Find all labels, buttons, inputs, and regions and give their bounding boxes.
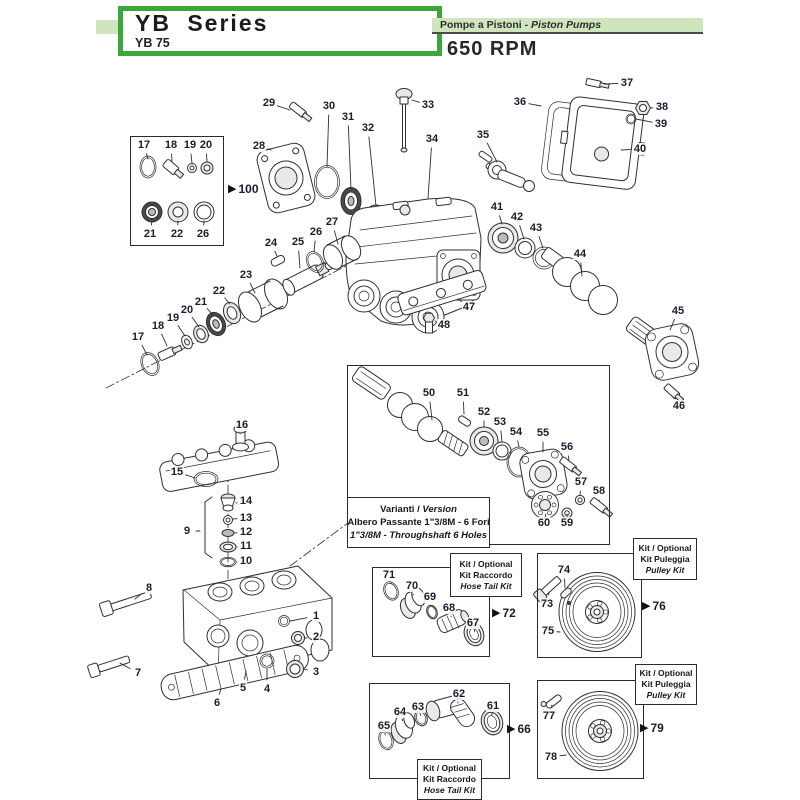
- part-label-60: 60: [537, 517, 551, 529]
- part-label-25: 25: [291, 236, 305, 248]
- part-label-15: 15: [170, 466, 184, 478]
- kit-label-line: Hose Tail Kit: [460, 580, 512, 591]
- arrow-label-100: [228, 182, 259, 196]
- part-label-44: 44: [573, 248, 587, 260]
- part-label-77: 77: [542, 710, 556, 722]
- arrow-label-79: [640, 721, 664, 735]
- arrow-label-66: [507, 722, 531, 736]
- kit-label-line: Hose Tail Kit: [423, 785, 476, 795]
- kit-label-line: Kit / Optional: [423, 763, 476, 773]
- part-label-3: 3: [312, 666, 320, 678]
- part-label-47: 47: [462, 301, 476, 313]
- part-label-58: 58: [592, 485, 606, 497]
- part-label-4: 4: [263, 683, 271, 695]
- part-label-21: 21: [143, 228, 157, 240]
- part-label-31: 31: [341, 111, 355, 123]
- arrow-label-number: 72: [502, 606, 516, 620]
- part-label-34: 34: [425, 133, 439, 145]
- part-label-41: 41: [490, 201, 504, 213]
- kit-label-line: Kit Puleggia: [640, 553, 690, 564]
- part-label-23: 23: [239, 269, 253, 281]
- part-label-22: 22: [170, 228, 184, 240]
- variant-note-line1: Varianti / Version: [380, 504, 457, 515]
- part-label-9: 9: [183, 525, 191, 537]
- part-label-10: 10: [239, 555, 253, 567]
- kit-label-line: Kit / Optional: [639, 668, 693, 678]
- part-label-59: 59: [560, 517, 574, 529]
- arrow-right-icon: ▶: [507, 722, 516, 735]
- pulley-kit-2-label: [635, 664, 697, 705]
- part-label-40: 40: [633, 143, 647, 155]
- part-label-67: 67: [466, 617, 480, 629]
- part-label-17: 17: [131, 331, 145, 343]
- part-label-63: 63: [411, 701, 425, 713]
- kit-label-line: Kit Raccordo: [423, 774, 476, 784]
- arrow-label-72: [492, 606, 516, 620]
- part-label-73: 73: [540, 598, 554, 610]
- pulley-kit-1-label: [633, 538, 697, 580]
- part-label-22: 22: [212, 285, 226, 297]
- part-label-57: 57: [574, 476, 588, 488]
- part-label-16: 16: [235, 419, 249, 431]
- kit-label-line: Pulley Kit: [646, 690, 686, 700]
- hose-kit-1-label: [450, 553, 522, 597]
- part-label-37: 37: [620, 77, 634, 89]
- part-label-69: 69: [423, 591, 437, 603]
- part-label-13: 13: [239, 512, 253, 524]
- kit-label-line: Kit Puleggia: [641, 679, 691, 689]
- part-label-33: 33: [421, 99, 435, 111]
- part-label-21: 21: [194, 296, 208, 308]
- part-label-8: 8: [145, 582, 153, 594]
- part-label-12: 12: [239, 526, 253, 538]
- part-label-28: 28: [252, 140, 266, 152]
- hose-kit-2-label: [417, 759, 482, 800]
- part-label-56: 56: [560, 441, 574, 453]
- part-label-2: 2: [312, 631, 320, 643]
- part-label-78: 78: [544, 751, 558, 763]
- part-label-26: 26: [196, 228, 210, 240]
- part-label-1: 1: [312, 610, 320, 622]
- part-label-38: 38: [655, 101, 669, 113]
- part-label-39: 39: [654, 118, 668, 130]
- arrow-right-icon: ▶: [228, 182, 237, 195]
- part-label-6: 6: [213, 697, 221, 709]
- part-label-55: 55: [536, 427, 550, 439]
- part-label-50: 50: [422, 387, 436, 399]
- variant-note-line2: Albero Passante 1"3/8M - 6 Fori: [347, 517, 490, 528]
- part-label-11: 11: [240, 540, 252, 552]
- part-label-54: 54: [509, 426, 523, 438]
- part-label-7: 7: [134, 667, 142, 679]
- part-label-62: 62: [452, 688, 466, 700]
- part-label-32: 32: [361, 122, 375, 134]
- part-label-51: 51: [456, 387, 470, 399]
- connecting-rod-group: [478, 150, 534, 191]
- arrow-label-number: 66: [517, 722, 531, 736]
- arrow-label-number: 76: [652, 599, 666, 613]
- kit-label-line: Kit / Optional: [638, 542, 692, 553]
- part-label-70: 70: [405, 580, 419, 592]
- part-label-17: 17: [137, 139, 151, 151]
- arrow-label-number: 79: [650, 721, 664, 735]
- rear-cover-group: [540, 78, 650, 191]
- arrow-right-icon: ▶: [492, 606, 501, 619]
- part-label-64: 64: [393, 706, 407, 718]
- part-label-68: 68: [442, 602, 456, 614]
- part-label-30: 30: [322, 100, 336, 112]
- part-label-43: 43: [529, 222, 543, 234]
- part-label-18: 18: [164, 139, 178, 151]
- part-label-19: 19: [183, 139, 197, 151]
- arrow-label-number: 100: [238, 182, 259, 196]
- part-label-61: 61: [486, 700, 500, 712]
- arrow-right-icon: ▶: [640, 721, 649, 734]
- part-label-53: 53: [493, 416, 507, 428]
- part-label-65: 65: [377, 720, 391, 732]
- part-label-75: 75: [541, 625, 555, 637]
- part-label-5: 5: [239, 682, 247, 694]
- part-label-46: 46: [672, 400, 686, 412]
- arrow-label-76: [642, 599, 666, 613]
- part-label-20: 20: [180, 304, 194, 316]
- part-label-42: 42: [510, 211, 524, 223]
- part-label-18: 18: [151, 320, 165, 332]
- page-title: YB Series: [135, 10, 269, 36]
- part-label-36: 36: [513, 96, 527, 108]
- part-label-24: 24: [264, 237, 278, 249]
- part-label-14: 14: [239, 495, 253, 507]
- category-text: Pompe a Pistoni - Piston Pumps: [440, 19, 602, 31]
- part-label-74: 74: [557, 564, 571, 576]
- kit-label-line: Kit / Optional: [459, 558, 513, 569]
- valve-stack-group: [157, 425, 280, 567]
- part-label-27: 27: [325, 216, 339, 228]
- pump-head-group: [87, 566, 332, 702]
- part-label-45: 45: [671, 305, 685, 317]
- arrow-right-icon: ▶: [642, 599, 651, 612]
- kit-label-line: Kit Raccordo: [459, 569, 513, 580]
- part-label-35: 35: [476, 129, 490, 141]
- part-label-29: 29: [262, 97, 276, 109]
- part-label-48: 48: [437, 319, 451, 331]
- pulley-kit-2-box: [537, 680, 644, 779]
- rpm-value: 650 RPM: [447, 38, 538, 60]
- piston-chain-parts: [137, 233, 364, 379]
- variant-note-line3: 1"3/8M - Throughshaft 6 Holes: [350, 530, 487, 541]
- variant-note-box: [347, 497, 490, 548]
- kit-label-line: Pulley Kit: [645, 564, 685, 575]
- dipstick: [396, 89, 412, 153]
- part-label-26: 26: [309, 226, 323, 238]
- model-name: YB 75: [135, 36, 170, 50]
- part-label-19: 19: [166, 312, 180, 324]
- part-label-71: 71: [382, 569, 396, 581]
- part-label-20: 20: [199, 139, 213, 151]
- part-label-52: 52: [477, 406, 491, 418]
